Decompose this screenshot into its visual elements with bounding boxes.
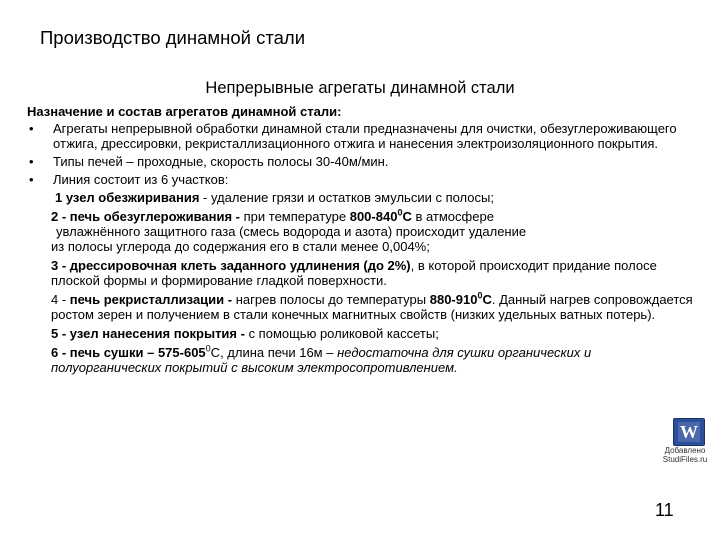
step-5 bbox=[51, 326, 695, 341]
step-2-text-end: в атмосфере bbox=[411, 209, 494, 224]
section-heading: Назначение и состав агрегатов динамной стали: bbox=[27, 104, 342, 119]
bullet-item bbox=[27, 172, 695, 187]
step-2-temperature: 800-840 bbox=[349, 209, 398, 224]
step-2-line-2: увлажнённого защитного газа (смесь водорода и азота) происходит удаление bbox=[56, 224, 527, 239]
step-4-unit: С bbox=[482, 292, 492, 307]
bullet-text: Агрегаты непрерывной обработки динамной стали предназначены для очистки, обезуглероживающего отжига, дрессировки, рекристаллизационного отжига и нанесения электроизоляционного покрытия. bbox=[53, 121, 677, 151]
word-document-icon[interactable] bbox=[673, 418, 705, 446]
step-2-degree: 0 bbox=[397, 207, 403, 218]
step-2-line-3: из полосы углерода до содержания его в стали менее 0,004%; bbox=[51, 239, 430, 254]
step-4 bbox=[51, 292, 695, 322]
step-4-title: печь рекристаллизации - bbox=[69, 292, 233, 307]
icon-caption-line-1: Добавлено bbox=[664, 446, 706, 455]
step-6-text: , длина печи 16м – bbox=[220, 345, 338, 360]
slide-title: Производство динамной стали bbox=[40, 27, 306, 48]
bullet-marker: • bbox=[29, 154, 34, 169]
step-2-text: при температуре bbox=[240, 209, 350, 224]
step-5-title: 5 - узел нанесения покрытия - bbox=[51, 326, 245, 341]
bullet-item bbox=[27, 121, 695, 151]
step-1-title: 1 узел обезжиривания bbox=[55, 190, 200, 205]
bullet-text: Линия состоит из 6 участков: bbox=[53, 172, 229, 187]
step-4-degree: 0 bbox=[477, 290, 483, 301]
bullet-item bbox=[27, 154, 695, 169]
slide-subtitle: Непрерывные агрегаты динамной стали bbox=[205, 79, 515, 97]
step-1 bbox=[51, 190, 695, 205]
word-icon-glyph: W bbox=[680, 422, 698, 442]
step-6-unit: С bbox=[210, 345, 221, 360]
steps-list bbox=[27, 190, 695, 375]
bullet-marker: • bbox=[29, 121, 34, 136]
step-6 bbox=[51, 345, 695, 375]
slide-body bbox=[27, 104, 695, 379]
step-6-italic-text: недостаточна для сушки органических и полуорганических покрытий с высоким электросопротивлением. bbox=[51, 345, 592, 375]
step-4-temperature: 880-910 bbox=[429, 292, 478, 307]
step-4-text: нагрев полосы до температуры bbox=[232, 292, 430, 307]
step-6-title: 6 - печь сушки – 575-605 bbox=[51, 345, 206, 360]
icon-caption-line-2: StudiFiles.ru bbox=[662, 455, 708, 464]
bullet-marker: • bbox=[29, 172, 34, 187]
step-3 bbox=[51, 258, 695, 288]
step-2 bbox=[51, 209, 695, 254]
step-4-text-end: . Данный нагрев сопровождается ростом зерен и получением в стали конечных магнитных свойств (низких удельных ватных потерь). bbox=[51, 292, 693, 322]
step-2-title: 2 - печь обезуглероживания - bbox=[51, 209, 241, 224]
step-3-title: 3 - дрессировочная клеть заданного удлинения (до 2%) bbox=[51, 258, 411, 273]
icon-caption bbox=[650, 446, 720, 464]
page-number: 11 bbox=[655, 500, 674, 520]
step-2-unit: С bbox=[402, 209, 412, 224]
step-6-degree: 0 bbox=[205, 343, 211, 354]
step-1-text: - удаление грязи и остатков эмульсии с полосы; bbox=[199, 190, 494, 205]
step-5-text: с помощью роликовой кассеты; bbox=[244, 326, 439, 341]
step-4-prefix: 4 - bbox=[51, 292, 70, 307]
bullet-text: Типы печей – проходные, скорость полосы 30-40м/мин. bbox=[53, 154, 389, 169]
step-3-text: , в которой происходит придание полосе плоской формы и формирование гладкой поверхности. bbox=[51, 258, 657, 288]
